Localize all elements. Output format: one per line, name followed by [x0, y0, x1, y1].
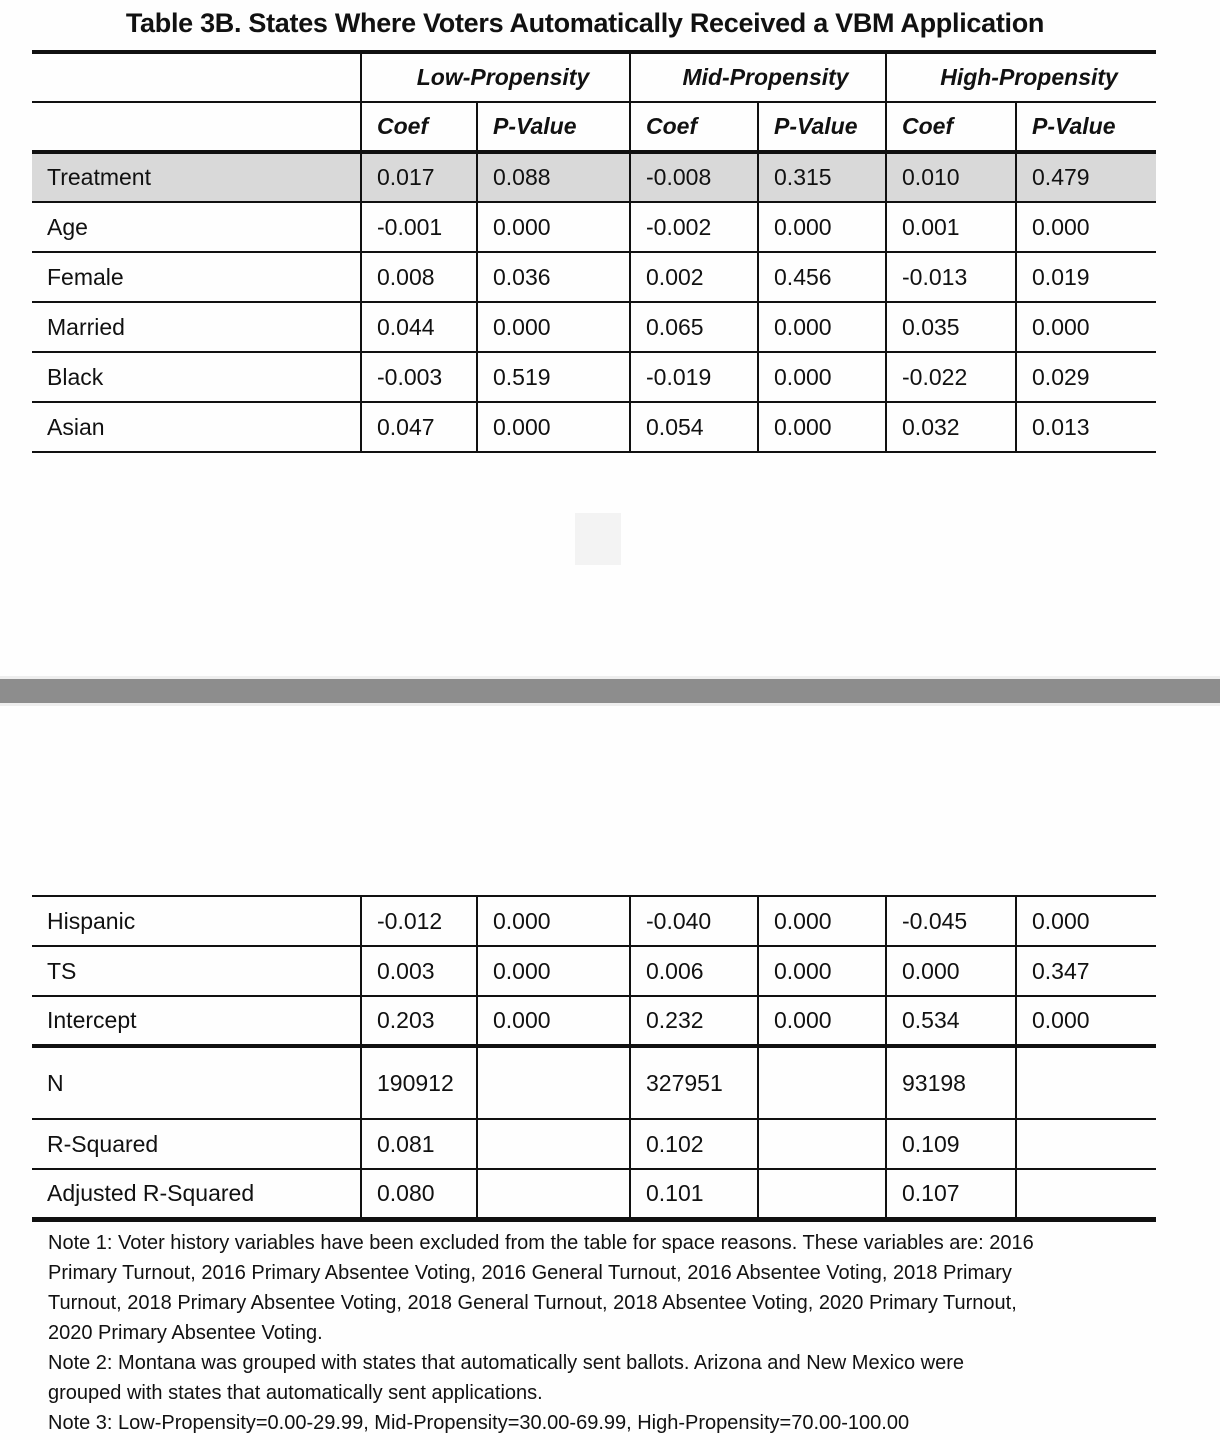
coef-cell: 0.102 [630, 1119, 758, 1169]
coef-cell: 0.080 [361, 1169, 477, 1219]
p-value-cell: 0.000 [1016, 896, 1156, 946]
coef-cell: 0.534 [886, 996, 1016, 1046]
table-row [32, 302, 1156, 352]
table-row [32, 896, 1156, 946]
rendering-artifact [575, 513, 621, 565]
p-value-cell: 0.000 [1016, 302, 1156, 352]
coef-cell: -0.008 [630, 152, 758, 202]
p-value-cell: 0.000 [477, 402, 630, 452]
subheader: Coef [361, 102, 477, 152]
subheader: P-Value [1016, 102, 1156, 152]
p-value-cell: 0.315 [758, 152, 886, 202]
row-label: Female [32, 252, 361, 302]
table-row [32, 202, 1156, 252]
coef-cell: -0.003 [361, 352, 477, 402]
coef-cell: 0.047 [361, 402, 477, 452]
p-value-cell: 0.519 [477, 352, 630, 402]
coef-cell: 0.010 [886, 152, 1016, 202]
p-value-cell: 0.000 [477, 202, 630, 252]
coef-cell: 0.081 [361, 1119, 477, 1169]
p-value-cell [758, 1119, 886, 1169]
p-value-cell: 0.013 [1016, 402, 1156, 452]
coef-cell: 0.002 [630, 252, 758, 302]
coef-cell: 93198 [886, 1046, 1016, 1119]
coef-cell: 0.008 [361, 252, 477, 302]
coef-cell: 0.035 [886, 302, 1016, 352]
coef-cell: 0.107 [886, 1169, 1016, 1219]
table-row [32, 352, 1156, 402]
table-row [32, 1046, 1156, 1119]
table-row [32, 946, 1156, 996]
subheader-row [32, 102, 1156, 152]
coef-cell: 0.001 [886, 202, 1016, 252]
coef-cell: 190912 [361, 1046, 477, 1119]
coef-cell: -0.045 [886, 896, 1016, 946]
p-value-cell: 0.000 [758, 352, 886, 402]
subheader: P-Value [758, 102, 886, 152]
coef-cell: 0.203 [361, 996, 477, 1046]
table-row [32, 1119, 1156, 1169]
coef-cell: -0.022 [886, 352, 1016, 402]
note-line: 2020 Primary Absentee Voting. [48, 1322, 323, 1344]
table-title: Table 3B. States Where Voters Automatically Received a VBM Application [125, 8, 1045, 38]
p-value-cell: 0.019 [1016, 252, 1156, 302]
note-line: Note 2: Montana was grouped with states that automatically sent ballots. Arizona and New Mexico were [48, 1352, 965, 1374]
group-mid: Mid-Propensity [630, 52, 886, 102]
p-value-cell [477, 1046, 630, 1119]
p-value-cell [1016, 1046, 1156, 1119]
note-line: Turnout, 2018 Primary Absentee Voting, 2018 General Turnout, 2018 Absentee Voting, 2020 Primary Turnout, [48, 1292, 1017, 1314]
coef-cell: 0.006 [630, 946, 758, 996]
coef-cell: 0.109 [886, 1119, 1016, 1169]
p-value-cell: 0.029 [1016, 352, 1156, 402]
p-value-cell [477, 1119, 630, 1169]
row-label: N [32, 1046, 361, 1119]
p-value-cell: 0.000 [758, 302, 886, 352]
p-value-cell [1016, 1169, 1156, 1219]
table-row [32, 402, 1156, 452]
p-value-cell: 0.000 [477, 996, 630, 1046]
regression-table-top [32, 50, 1156, 453]
row-label: Married [32, 302, 361, 352]
note-line: Note 1: Voter history variables have been excluded from the table for space reasons. These variables are: 2016 [48, 1232, 1034, 1254]
p-value-cell: 0.000 [1016, 996, 1156, 1046]
p-value-cell: 0.000 [758, 996, 886, 1046]
coef-cell: -0.019 [630, 352, 758, 402]
coef-cell: -0.012 [361, 896, 477, 946]
table-notes [48, 1228, 1034, 1438]
coef-cell: 0.101 [630, 1169, 758, 1219]
empty-header [32, 102, 361, 152]
coef-cell: -0.040 [630, 896, 758, 946]
row-label: Intercept [32, 996, 361, 1046]
note-line: Primary Turnout, 2016 Primary Absentee Voting, 2016 General Turnout, 2016 Absentee Voting, 2018 Primary [48, 1262, 1012, 1284]
regression-table-bottom [32, 895, 1156, 1222]
note-line: grouped with states that automatically sent applications. [48, 1382, 543, 1404]
subheader: Coef [886, 102, 1016, 152]
coef-cell: 0.054 [630, 402, 758, 452]
page-break-bar [0, 676, 1220, 706]
p-value-cell [758, 1169, 886, 1219]
row-label: Age [32, 202, 361, 252]
p-value-cell: 0.456 [758, 252, 886, 302]
coef-cell: 327951 [630, 1046, 758, 1119]
p-value-cell: 0.088 [477, 152, 630, 202]
row-label: Asian [32, 402, 361, 452]
row-label: Black [32, 352, 361, 402]
group-header-row [32, 52, 1156, 102]
row-label: Adjusted R-Squared [32, 1169, 361, 1219]
p-value-cell: 0.000 [477, 946, 630, 996]
coef-cell: 0.003 [361, 946, 477, 996]
p-value-cell: 0.000 [758, 896, 886, 946]
empty-header [32, 52, 361, 102]
subheader: Coef [630, 102, 758, 152]
coef-cell: -0.013 [886, 252, 1016, 302]
subheader: P-Value [477, 102, 630, 152]
p-value-cell: 0.347 [1016, 946, 1156, 996]
table-row [32, 996, 1156, 1046]
table-row [32, 152, 1156, 202]
row-label: Treatment [32, 152, 361, 202]
p-value-cell: 0.000 [758, 946, 886, 996]
row-label: TS [32, 946, 361, 996]
p-value-cell [758, 1046, 886, 1119]
table-row [32, 1169, 1156, 1219]
p-value-cell: 0.000 [758, 202, 886, 252]
coef-cell: 0.017 [361, 152, 477, 202]
p-value-cell: 0.000 [477, 896, 630, 946]
coef-cell: 0.044 [361, 302, 477, 352]
row-label: R-Squared [32, 1119, 361, 1169]
group-high: High-Propensity [886, 52, 1156, 102]
p-value-cell: 0.000 [1016, 202, 1156, 252]
coef-cell: 0.065 [630, 302, 758, 352]
p-value-cell: 0.479 [1016, 152, 1156, 202]
coef-cell: 0.032 [886, 402, 1016, 452]
coef-cell: 0.232 [630, 996, 758, 1046]
coef-cell: -0.001 [361, 202, 477, 252]
coef-cell: -0.002 [630, 202, 758, 252]
coef-cell: 0.000 [886, 946, 1016, 996]
p-value-cell: 0.000 [477, 302, 630, 352]
note-line: Note 3: Low-Propensity=0.00-29.99, Mid-Propensity=30.00-69.99, High-Propensity=70.00-100.00 [48, 1412, 910, 1434]
p-value-cell [1016, 1119, 1156, 1169]
table-row [32, 252, 1156, 302]
group-low: Low-Propensity [361, 52, 630, 102]
p-value-cell: 0.036 [477, 252, 630, 302]
p-value-cell: 0.000 [758, 402, 886, 452]
row-label: Hispanic [32, 896, 361, 946]
p-value-cell [477, 1169, 630, 1219]
